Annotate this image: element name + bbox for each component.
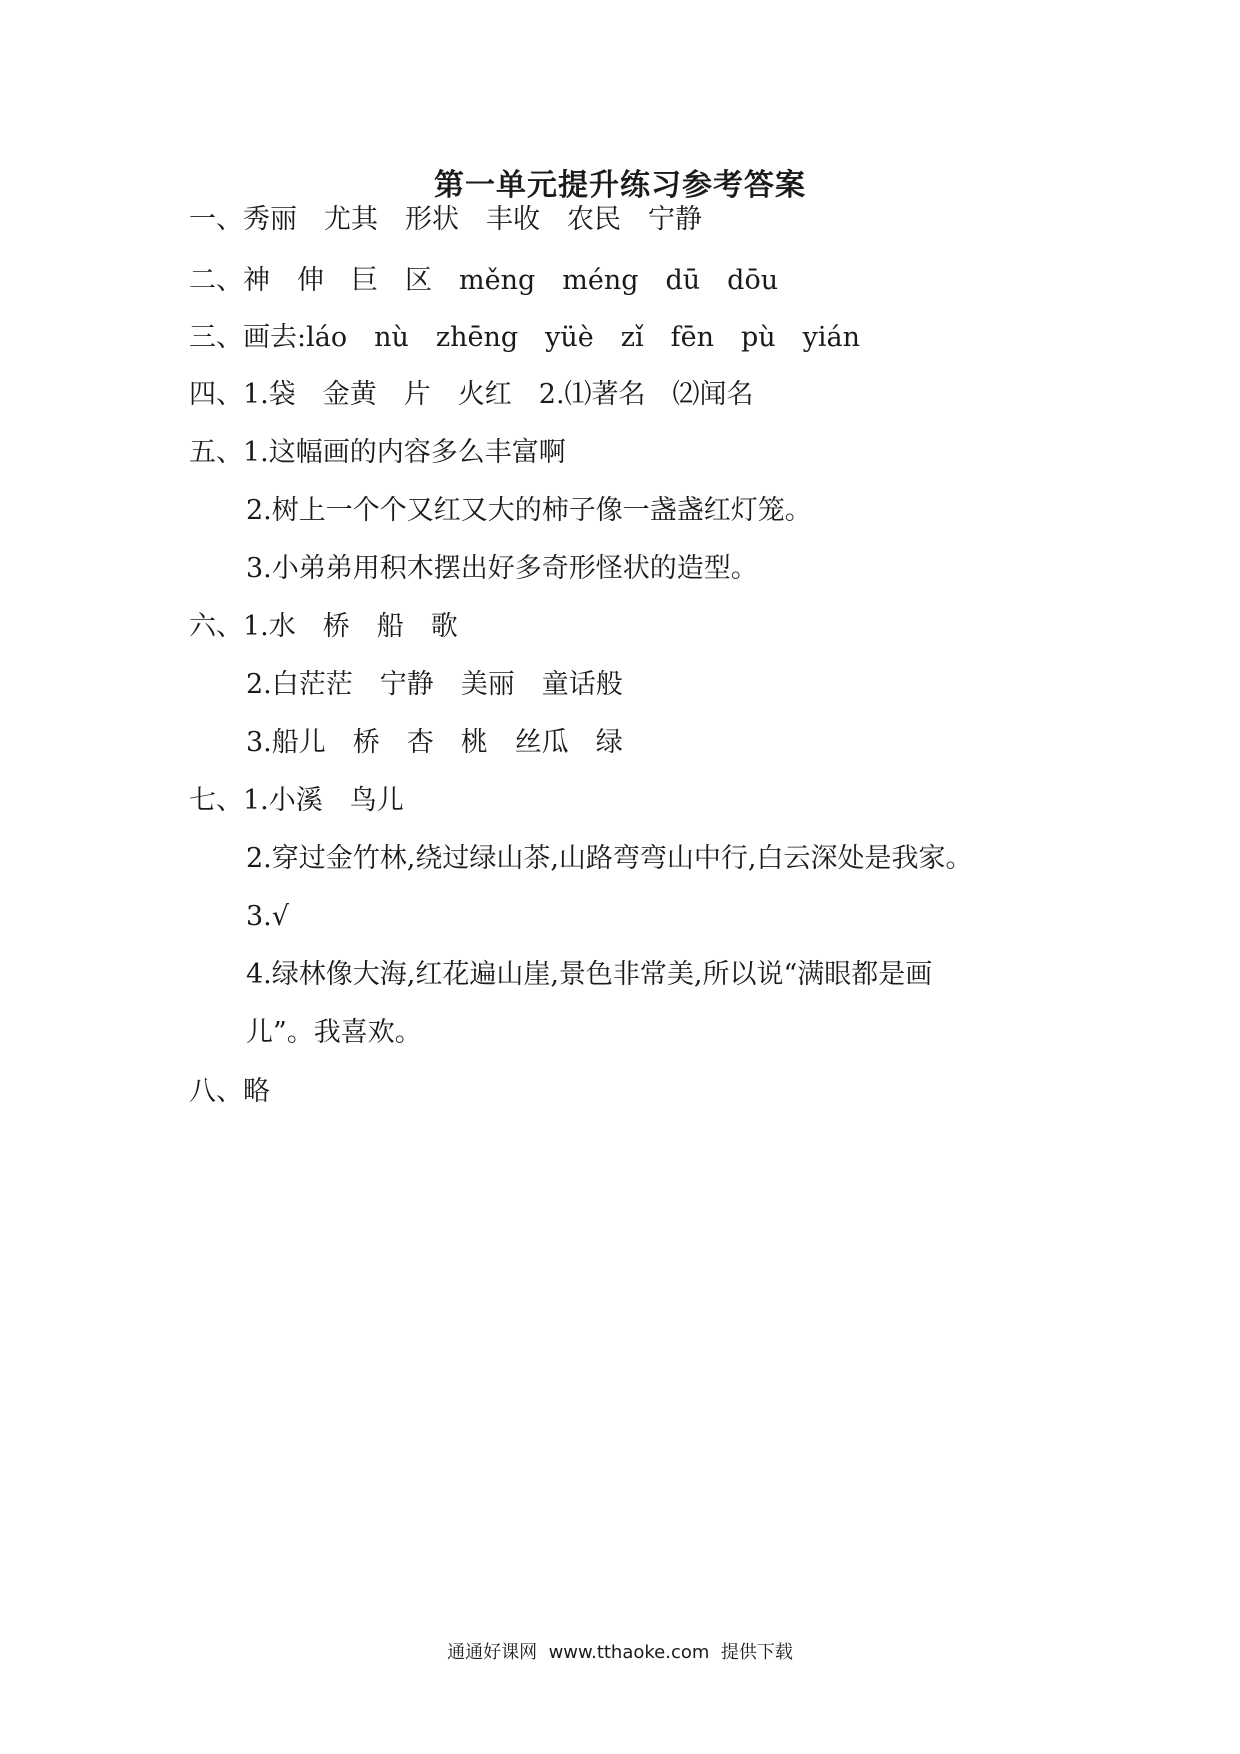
answer-7-item-2: 2.穿过金竹林,绕过绿山茶,山路弯弯山中行,白云深处是我家。 (246, 843, 973, 874)
answer-5-item-2: 2.树上一个个又红又大的柿子像一盏盏红灯笼。 (246, 495, 812, 526)
answer-section-2: 二、神 伸 巨 区 měng méng dū dōu (189, 265, 779, 296)
answer-6-item-2: 2.白茫茫 宁静 美丽 童话般 (246, 669, 623, 700)
answer-7-item-3: 3.√ (246, 901, 289, 932)
page-title: 第一单元提升练习参考答案 (434, 168, 806, 203)
answer-section-3: 三、画去:láo nù zhēng yüè zǐ fēn pù yián (189, 322, 861, 353)
answer-section-1: 一、秀丽 尤其 形状 丰收 农民 宁静 (189, 204, 702, 235)
answer-5-item-3: 3.小弟弟用积木摆出好多奇形怪状的造型。 (246, 553, 758, 584)
answer-section-5: 五、1.这幅画的内容多么丰富啊 (189, 437, 566, 468)
answer-7-item-4: 4.绿林像大海,红花遍山崖,景色非常美,所以说“满眼都是画 (246, 959, 933, 990)
answer-section-6: 六、1.水 桥 船 歌 (189, 611, 458, 642)
footer-source: 通通好课网 www.tthaoke.com 提供下载 (447, 1642, 793, 1663)
answer-section-7: 七、1.小溪 鸟儿 (189, 785, 404, 816)
answer-6-item-3: 3.船儿 桥 杏 桃 丝瓜 绿 (246, 727, 623, 758)
answer-7-item-4-cont: 儿”。我喜欢。 (246, 1017, 422, 1048)
answer-section-4: 四、1.袋 金黄 片 火红 2.⑴著名 ⑵闻名 (189, 379, 754, 410)
answer-section-8: 八、略 (189, 1076, 270, 1107)
